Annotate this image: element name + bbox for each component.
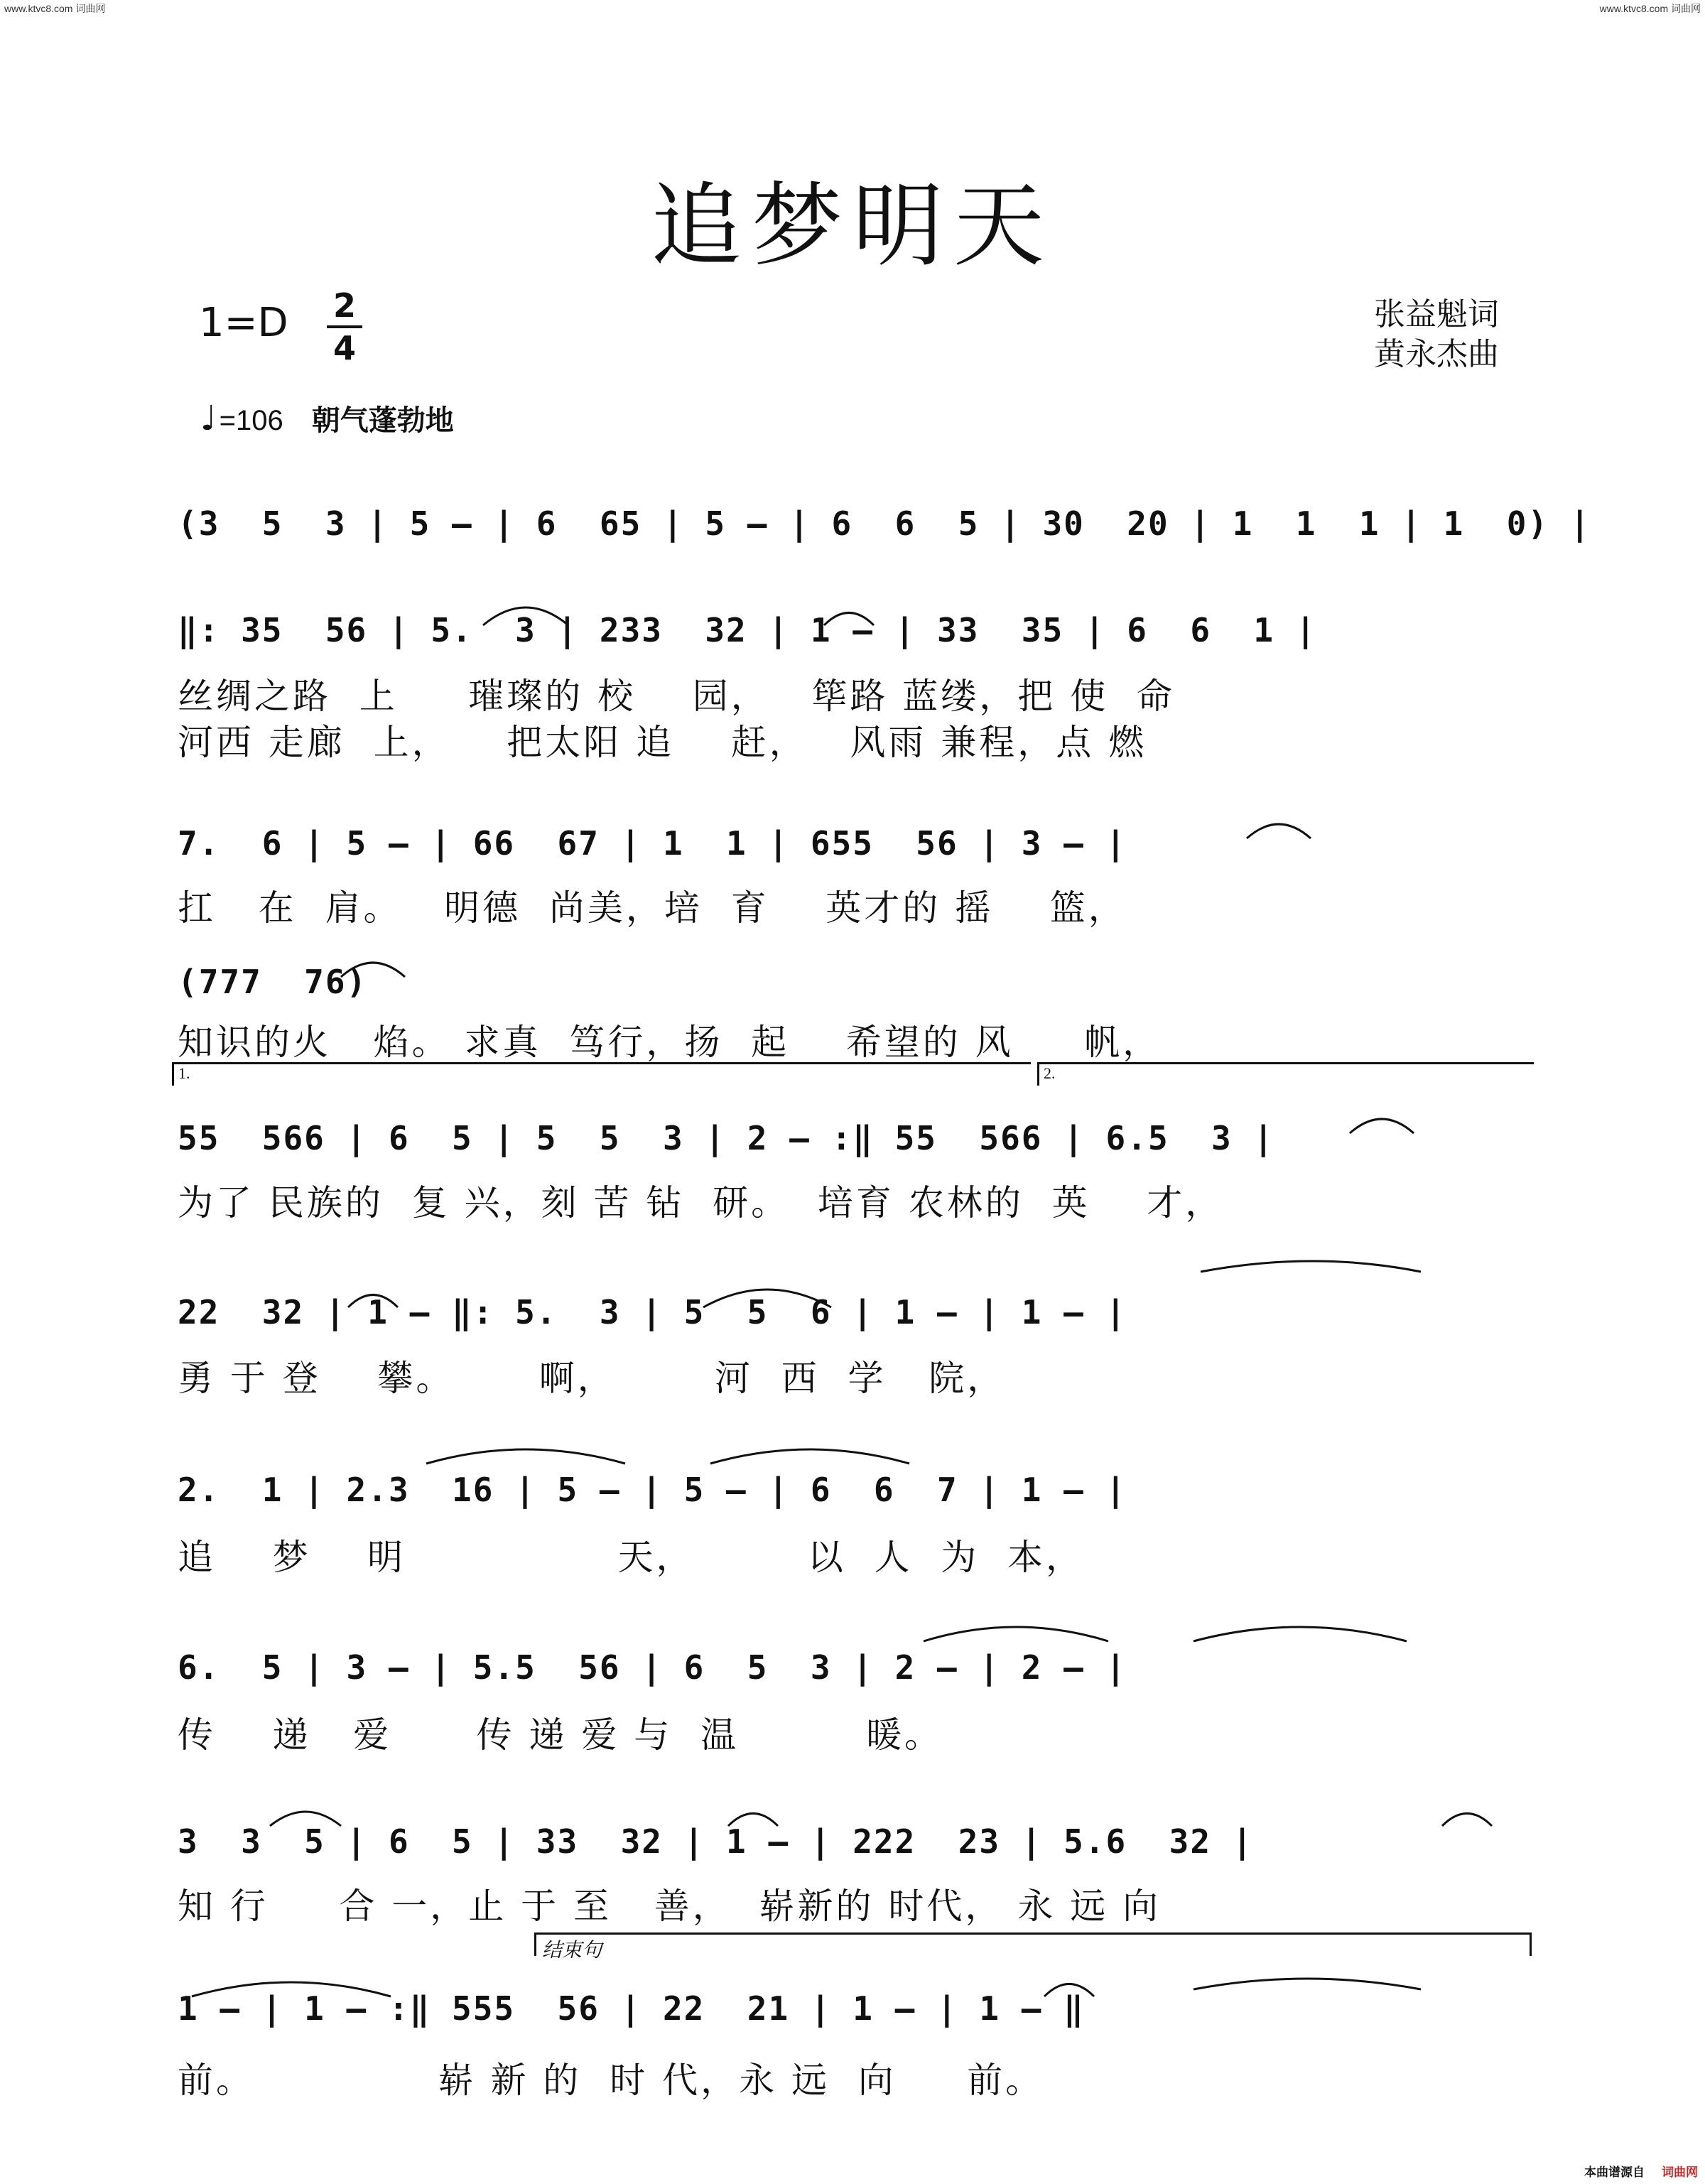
- lyric-verse-2: 知识的火 焰。 求真 笃行，扬 起 希望的 风 帆，: [178, 1022, 1162, 1063]
- slur-arc: [1201, 1261, 1421, 1272]
- watermark-right: www.ktvc8.com 词曲网: [1599, 3, 1701, 14]
- volta-first-ending: 1.: [172, 1062, 1031, 1086]
- footer-brand: 词曲网: [1662, 2166, 1698, 2180]
- time-signature-top: 2: [332, 286, 356, 325]
- lyric-line: 追 梦 明 天， 以 人 为 本，: [178, 1537, 1085, 1578]
- lyric-verse-1: 扛 在 肩。 明德 尚美，培 育 英才的 摇 篮，: [178, 887, 1127, 929]
- quarter-note-icon: ♩: [200, 399, 217, 438]
- notation-line: 3 3 5 | 6 5 | 33 32 | 1 – | 222 23 | 5.6 32 |: [178, 1822, 1254, 1861]
- slur-arc: [348, 1295, 398, 1308]
- notation-line: 55 566 | 6 5 | 5 5 3 | 2 – :‖ 55 566 | 6.5 3 |: [178, 1119, 1275, 1157]
- notation-line: 1 – | 1 – :‖ 555 56 | 22 21 | 1 – | 1 – ‖: [178, 1989, 1085, 2028]
- slur-arc: [483, 607, 568, 625]
- slur-arc: [1194, 1627, 1407, 1641]
- footer-credit: [1584, 2162, 1698, 2180]
- lyric-line: 传 递 爱 传 递 爱 与 温 暖。: [178, 1714, 943, 1756]
- lyric-line: 勇 于 登 攀。 啊， 河 西 学 院，: [178, 1358, 1006, 1399]
- slur-arc: [924, 1627, 1108, 1641]
- slur-arc: [1247, 824, 1311, 838]
- slur-arc: [710, 1449, 909, 1464]
- slur-arc: [824, 613, 874, 626]
- notation-line: (777 76): [178, 963, 368, 1001]
- slur-arc: [1194, 1979, 1421, 1989]
- notation-line: 6. 5 | 3 – | 5.5 56 | 6 5 3 | 2 – | 2 – |: [178, 1648, 1127, 1687]
- slur-arc: [1044, 1984, 1094, 1997]
- time-signature-bottom: 4: [332, 329, 356, 367]
- slur-arc: [270, 1812, 341, 1826]
- ending-phrase-label: 结束句: [534, 1932, 1532, 1956]
- tempo-expression: 朝气蓬勃地: [311, 404, 454, 437]
- volta-second-ending: 2.: [1037, 1062, 1534, 1086]
- slur-arc: [192, 1982, 391, 1996]
- footer-text: 本曲谱源自: [1584, 2166, 1645, 2180]
- slur-arc: [426, 1449, 625, 1464]
- lyric-verse-1: 丝绸之路 上 璀璨的 校 园， 筚路 蓝缕，把 使 命: [178, 676, 1175, 717]
- notation-line: ‖: 35 56 | 5. 3 | 233 32 | 1 – | 33 35 | 6 6 1 |: [178, 611, 1317, 649]
- key-signature: 1=D: [199, 300, 288, 346]
- notation-line: 7. 6 | 5 – | 66 67 | 1 1 | 655 56 | 3 – |: [178, 824, 1127, 863]
- notation-line: 22 32 | 1 – ‖: 5. 3 | 5 5 6 | 1 – | 1 – |: [178, 1293, 1127, 1331]
- lyric-line: 为了 民族的 复 兴，刻 苦 钻 研。 培育 农林的 英 才，: [178, 1182, 1224, 1223]
- watermark-left: www.ktvc8.com 词曲网: [4, 3, 106, 14]
- lyric-line: 前。 崭 新 的 时 代，永 远 向 前。: [178, 2060, 1044, 2101]
- lyricist-credit: 张益魁词: [1374, 296, 1499, 333]
- slur-arc: [728, 1814, 778, 1827]
- lyric-verse-2: 河西 走廊 上， 把太阳 追 赶， 风雨 兼程，点 燃: [178, 722, 1147, 763]
- notation-line: (3 5 3 | 5 – | 6 65 | 5 – | 6 6 5 | 30 20 | 1 1 1 | 1 0) |: [178, 504, 1591, 543]
- slur-arc: [341, 963, 405, 977]
- composer-credit: 黄永杰曲: [1374, 336, 1499, 372]
- slur-arc: [1350, 1119, 1414, 1133]
- slur-arc: [703, 1290, 831, 1307]
- song-title: 追梦明天: [650, 173, 1054, 279]
- notation-line: 2. 1 | 2.3 16 | 5 – | 5 – | 6 6 7 | 1 – |: [178, 1471, 1127, 1509]
- slur-arc: [1442, 1814, 1492, 1827]
- tempo-bpm: =106: [219, 405, 283, 436]
- lyric-line: 知 行 合 一，止 于 至 善， 崭新的 时代， 永 远 向: [178, 1886, 1162, 1927]
